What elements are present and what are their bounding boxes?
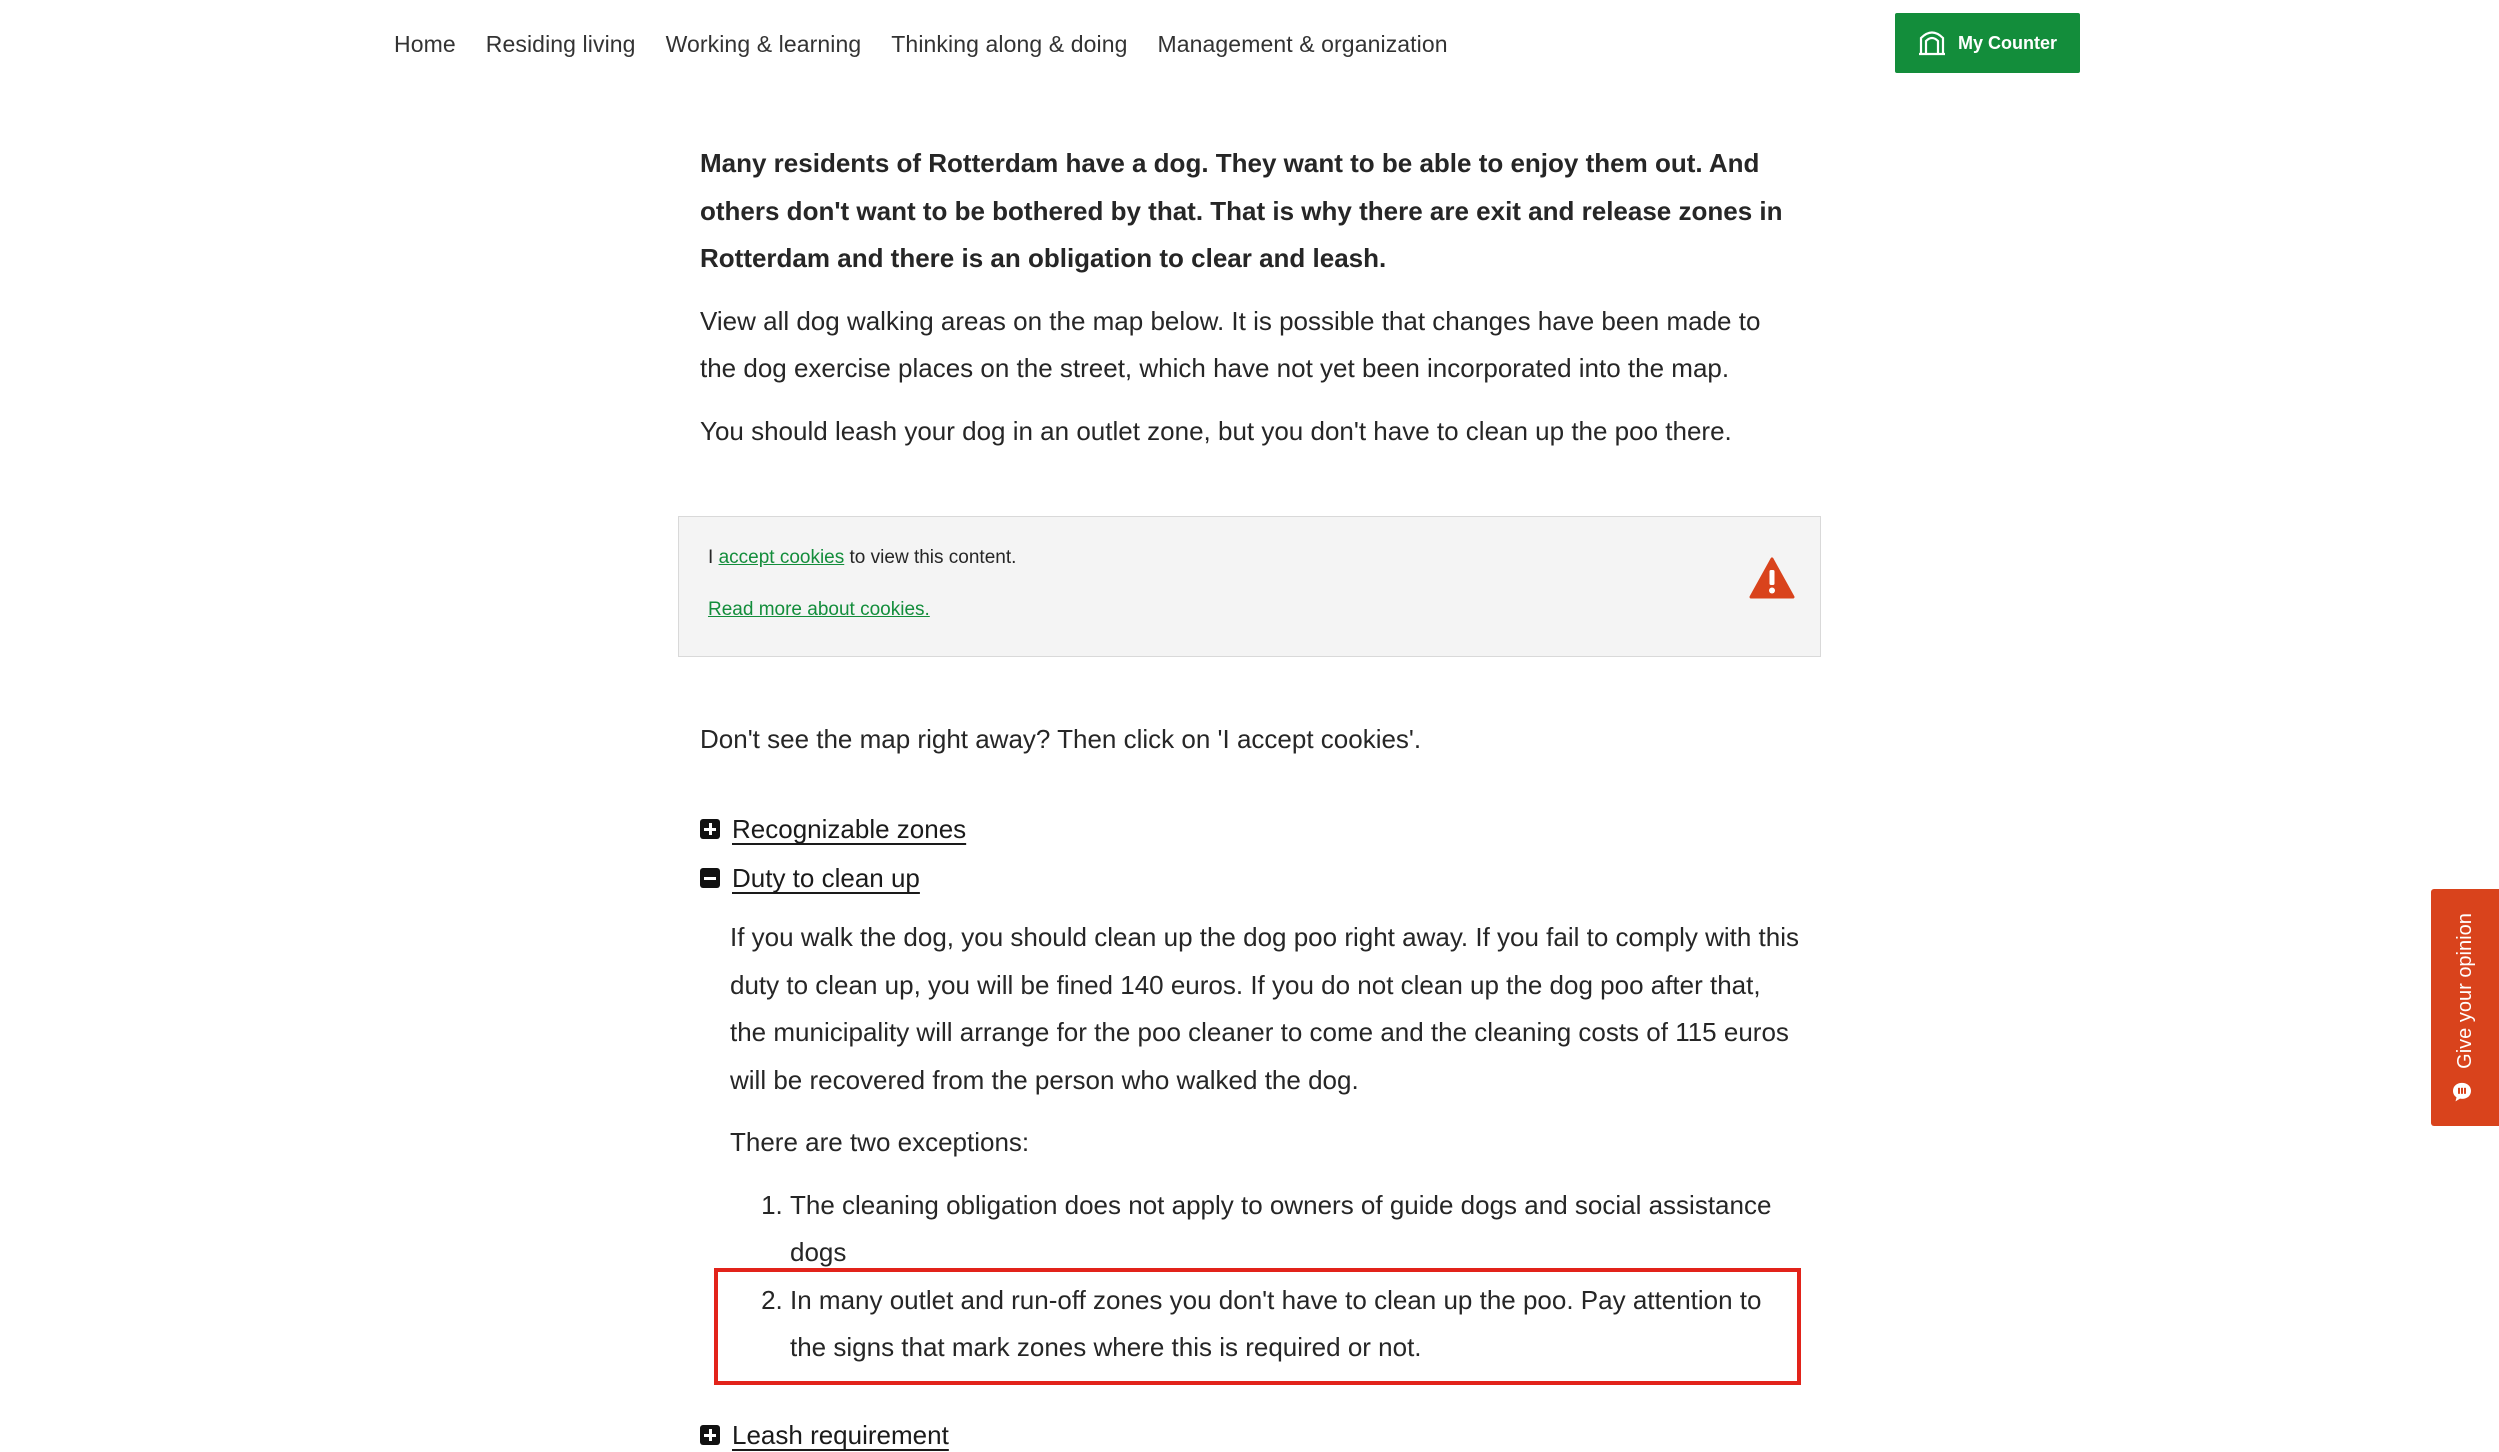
exception-item: 2. In many outlet and run-off zones you don't have to clean up the poo. Pay attention to the signs that mark zones where this is required or not. xyxy=(790,1277,1800,1372)
nav-item-thinking-doing[interactable]: Thinking along & doing xyxy=(891,31,1128,57)
plus-icon xyxy=(700,1425,720,1445)
my-counter-label: My Counter xyxy=(1958,32,2057,53)
highlight-box xyxy=(714,1268,1801,1385)
duty-body-text: If you walk the dog, you should clean up the dog poo right away. If you fail to comply with this duty to clean up, you will be fined 140 euros. If you do not clean up the dog poo after that, the municipality will arrange for the poo cleaner to come and the cleaning costs of 115 euros will be recovered from the person who walked the dog. xyxy=(730,922,1800,1095)
nav-item-residing-living[interactable]: Residing living xyxy=(485,31,636,57)
plus-icon xyxy=(700,819,720,839)
main-navigation xyxy=(394,28,1448,60)
accordion-label-recognizable-zones: Recognizable zones xyxy=(732,814,967,844)
cookie-notice-text xyxy=(708,547,1016,569)
article-body xyxy=(700,140,1790,455)
warning-triangle-icon xyxy=(1749,557,1795,599)
exceptions-intro: There are two exceptions: xyxy=(730,1127,1030,1157)
article-lead: Many residents of Rotterdam have a dog. They want to be able to enjoy them out. And others don't want to be bothered by that. That is why there are exit and release zones in Rotterdam and there is an obligation to clear and leash. xyxy=(700,148,1783,273)
accept-cookies-link[interactable]: accept cookies xyxy=(718,547,845,568)
article-paragraph-map: View all dog walking areas on the map below. It is possible that changes have been made to the dog exercise places on the street, which have not yet been incorporated into the map. xyxy=(700,305,1761,383)
map-hint-text: Don't see the map right away? Then click on 'I accept cookies'. xyxy=(700,724,1422,754)
accordion-duty-to-clean-up xyxy=(700,861,920,895)
counter-building-icon xyxy=(1918,26,1946,61)
accordion-label-duty-to-clean-up: Duty to clean up xyxy=(732,863,920,893)
exception-item: 1. The cleaning obligation does not apply to owners of guide dogs and social assistance dogs xyxy=(790,1182,1800,1277)
cookie-notice xyxy=(678,516,1821,657)
give-opinion-content xyxy=(2451,913,2479,1103)
accordion-recognizable-zones xyxy=(700,812,966,846)
speech-bubble-icon xyxy=(2451,1080,2479,1102)
accordion-leash-requirement xyxy=(700,1418,949,1452)
accordion-toggle-duty-to-clean-up[interactable] xyxy=(700,861,920,895)
cookie-notice-suffix: to view this content. xyxy=(849,547,1017,568)
accordion-label-leash-requirement: Leash requirement xyxy=(732,1420,949,1450)
article-paragraph-leash: You should leash your dog in an outlet zone, but you don't have to clean up the poo there. xyxy=(700,415,1732,446)
accordion-toggle-leash-requirement[interactable] xyxy=(700,1418,949,1452)
nav-item-home[interactable]: Home xyxy=(394,31,456,57)
my-counter-button[interactable] xyxy=(1895,13,2080,73)
give-opinion-label: Give your opinion xyxy=(2453,912,2476,1069)
accordion-toggle-recognizable-zones[interactable] xyxy=(700,812,966,846)
cookie-notice-prefix: I xyxy=(708,547,714,568)
give-opinion-tab[interactable] xyxy=(2431,889,2499,1126)
read-more-cookies-link[interactable]: Read more about cookies. xyxy=(708,599,930,620)
nav-item-working-learning[interactable]: Working & learning xyxy=(665,31,862,57)
nav-item-management-organization[interactable]: Management & organization xyxy=(1157,31,1448,57)
minus-icon xyxy=(700,868,720,888)
